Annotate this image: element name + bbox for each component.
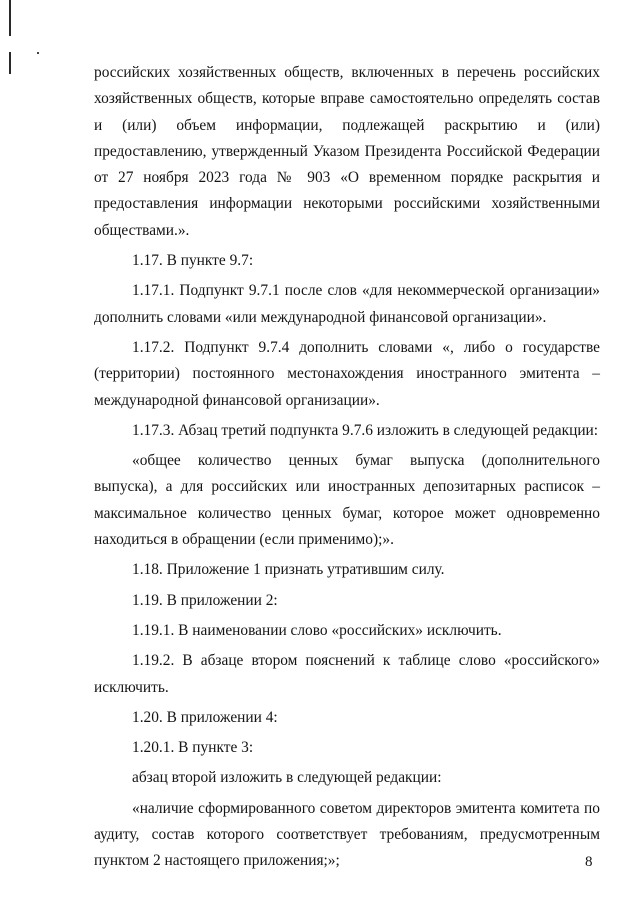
paragraph-1-20-1: 1.20.1. В пункте 3:	[132, 739, 254, 757]
document-body	[94, 60, 600, 879]
paragraph-1-17-2: 1.17.2. Подпункт 9.7.4 дополнить словами «, либо о государстве (территории) постоянного местонахождения иностранного эмитента – международной финансовой организации».	[94, 338, 600, 409]
scan-dot	[37, 52, 39, 54]
paragraph-1-18: 1.18. Приложение 1 признать утратившим силу.	[132, 561, 445, 579]
paragraph-1-19: 1.19. В приложении 2:	[132, 591, 278, 609]
paragraph-1-20: 1.20. В приложении 4:	[132, 708, 278, 726]
paragraph-continuation: российских хозяйственных обществ, включенных в перечень российских хозяйственных обществ, которые вправе самостоятельно определять состав и (или) объем информации, подлежащей раскрытию и (или) предоставлению, утвержденный Указом Президента Российской Федерации от 27 ноября 2023 года № 903 «О временном порядке раскрытия и предоставления информации некоторыми российскими хозяйственными обществами.».	[94, 64, 600, 239]
paragraph-1-17: 1.17. В пункте 9.7:	[132, 252, 254, 270]
scan-edge-mark	[9, 52, 11, 74]
paragraph-quote-securities: «общее количество ценных бумаг выпуска (дополнительного выпуска), а для российских или иностранных депозитарных расписок – максимальное количество ценных бумаг, которое может одновременно находиться в обращении (если применимо);».	[94, 452, 600, 549]
page-number: 8	[585, 854, 593, 870]
scan-edge-mark	[9, 0, 11, 36]
paragraph-1-17-1: 1.17.1. Подпункт 9.7.1 после слов «для некоммерческой организации» дополнить словами «или международной финансовой организации».	[94, 282, 600, 326]
paragraph-second-abzac: абзац второй изложить в следующей редакции:	[132, 769, 442, 787]
paragraph-quote-audit: «наличие сформированного советом директоров эмитента комитета по аудиту, состав которого соответствует требованиям, предусмотренным пунктом 2 настоящего приложения;»;	[94, 799, 600, 870]
paragraph-1-17-3: 1.17.3. Абзац третий подпункта 9.7.6 изложить в следующей редакции:	[132, 421, 599, 439]
paragraph-1-19-2: 1.19.2. В абзаце втором пояснений к таблице слово «российского» исключить.	[94, 652, 600, 696]
paragraph-1-19-1: 1.19.1. В наименовании слово «российских» исключить.	[132, 621, 502, 639]
